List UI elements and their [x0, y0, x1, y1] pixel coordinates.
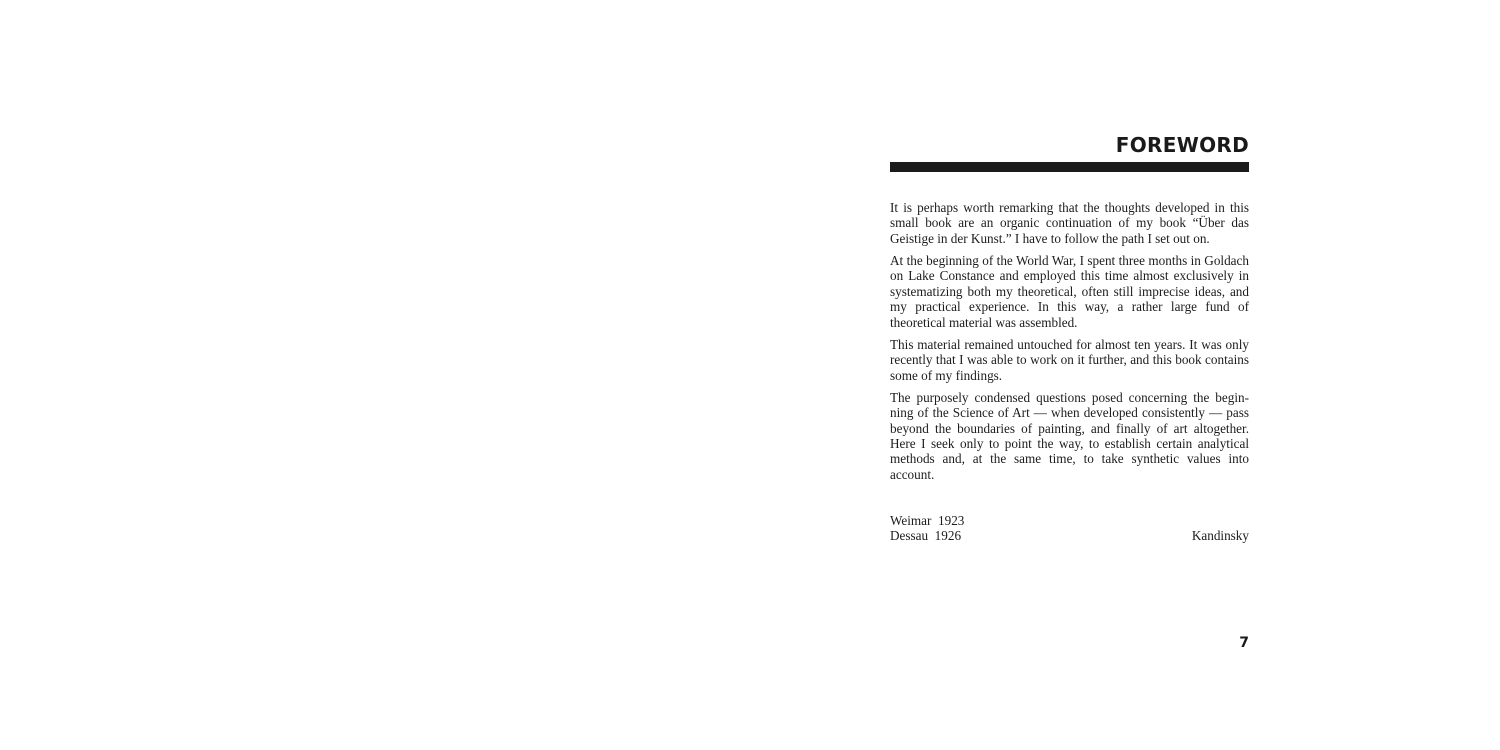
signature-row-2: [890, 528, 1249, 543]
signature-row-1: [890, 513, 1249, 528]
paragraph-2: At the beginning of the World War, I spent three months in Goldach on Lake Constance and employed this time almost exclusively in systematizing both my theoretical, often still imprecise ideas, and my practical experience. In this way, a rather large fund of theoretical material was assembled.: [890, 253, 1249, 330]
heading-rule: [890, 162, 1249, 172]
place-date-weimar: Weimar 1923: [890, 513, 965, 528]
place-date-dessau: Dessau 1926: [890, 528, 962, 544]
paragraph-3: This material remained untouched for almost ten years. It was only recently that I was able to work on it further, and this book contains some of my findings.: [890, 336, 1249, 383]
foreword-body: [890, 200, 1249, 489]
paragraph-1: It is perhaps worth remarking that the thoughts developed in this small book are an organic continuation of my book “Über das Geistige in der Kunst.” I have to follow the path I set out on.: [890, 200, 1249, 246]
author-name: Kandinsky: [1191, 528, 1249, 544]
paragraph-4: The purposely condensed questions posed concerning the beginning of the Science of Art — when developed consistently — pass beyond the boundaries of painting, and finally of art altogether. Here I seek only to point the way, to establish certain analytical methods and, at the same time, to take synthetic values into account.: [890, 389, 1249, 482]
page-number: 7: [1239, 635, 1249, 651]
signature-block: [890, 513, 1249, 544]
chapter-heading: FOREWORD: [1115, 133, 1249, 157]
right-page: [750, 0, 1500, 750]
